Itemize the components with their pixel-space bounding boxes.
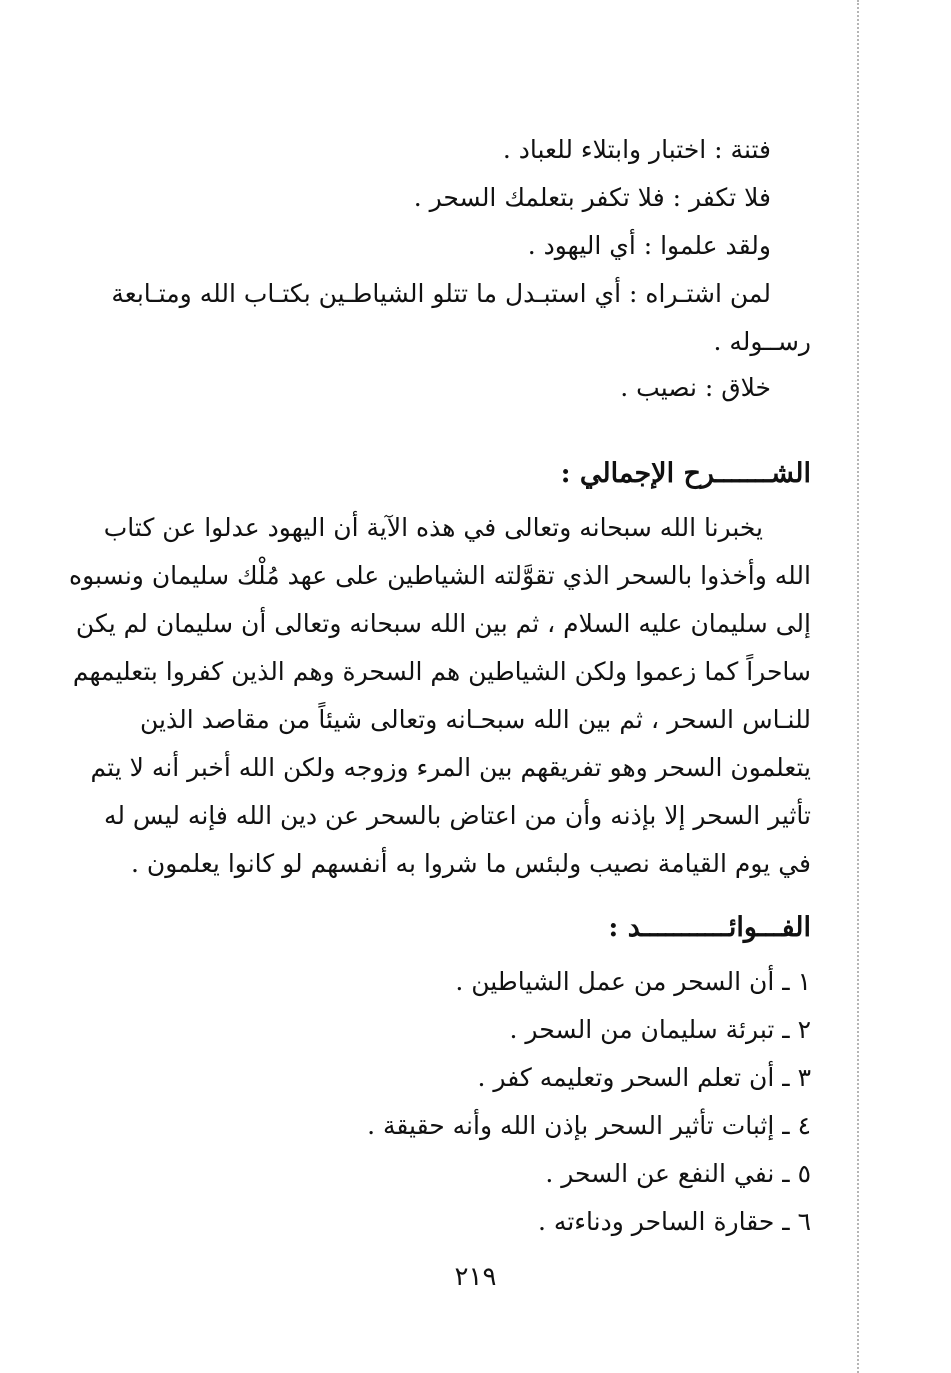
page-number: ٢١٩ (454, 1262, 497, 1292)
benefit-item-3: ٣ ـ أن تعلم السحر وتعليمه كفر . (477, 1063, 811, 1092)
benefits-heading: الفـــوائـــــــــــد : (608, 912, 811, 943)
benefit-item-6: ٦ ـ حقارة الساحر ودناءته . (538, 1207, 811, 1236)
glossary-line-liman-ishtarah: لمن اشتـراه : أي استبـدل ما تتلو الشياطـين بكتـاب الله ومتـابعة (111, 279, 771, 308)
summary-line-4: ساحراً كما زعموا ولكن الشياطين هم السحرة وهم الذين كفروا بتعليمهم (72, 657, 811, 686)
page-edge-dotted-line (857, 0, 859, 1373)
summary-line-5: للنـاس السحر ، ثم بين الله سبحـانه وتعالى شيئاً من مقاصد الذين (140, 705, 811, 734)
glossary-line-fitna: فتنة : اختبار وابتلاء للعباد . (502, 135, 771, 164)
glossary-line-rasulih: رســوله . (713, 327, 811, 356)
glossary-line-fala-takfur: فلا تكفر : فلا تكفر بتعلمك السحر . (413, 183, 771, 212)
benefit-item-1: ١ ـ أن السحر من عمل الشياطين . (455, 967, 811, 996)
benefit-item-4: ٤ ـ إثبات تأثير السحر بإذن الله وأنه حقيقة . (367, 1111, 811, 1140)
summary-line-2: الله وأخذوا بالسحر الذي تقوَّلته الشياطين على عهد مُلْك سليمان ونسبوه (68, 561, 811, 590)
benefit-item-2: ٢ ـ تبرئة سليمان من السحر . (509, 1015, 811, 1044)
glossary-line-khalaq: خلاق : نصيب . (620, 373, 771, 402)
summary-line-3: إلى سليمان عليه السلام ، ثم بين الله سبحانه وتعالى أن سليمان لم يكن (75, 609, 811, 638)
benefit-item-5: ٥ ـ نفي النفع عن السحر . (545, 1159, 811, 1188)
summary-line-7: تأثير السحر إلا بإذنه وأن من اعتاض بالسحر عن دين الله فإنه ليس له (103, 801, 811, 830)
glossary-line-walaqad-alimu: ولقد علموا : أي اليهود . (527, 231, 771, 260)
summary-line-8: في يوم القيامة نصيب ولبئس ما شروا به أنفسهم لو كانوا يعلمون . (130, 849, 811, 878)
summary-heading: الشـــــــرح الإجمالي : (560, 458, 811, 489)
summary-line-1: يخبرنا الله سبحانه وتعالى في هذه الآية أن اليهود عدلوا عن كتاب (103, 513, 763, 542)
summary-line-6: يتعلمون السحر وهو تفريقهم بين المرء وزوجه ولكن الله أخبر أنه لا يتم (90, 753, 811, 782)
